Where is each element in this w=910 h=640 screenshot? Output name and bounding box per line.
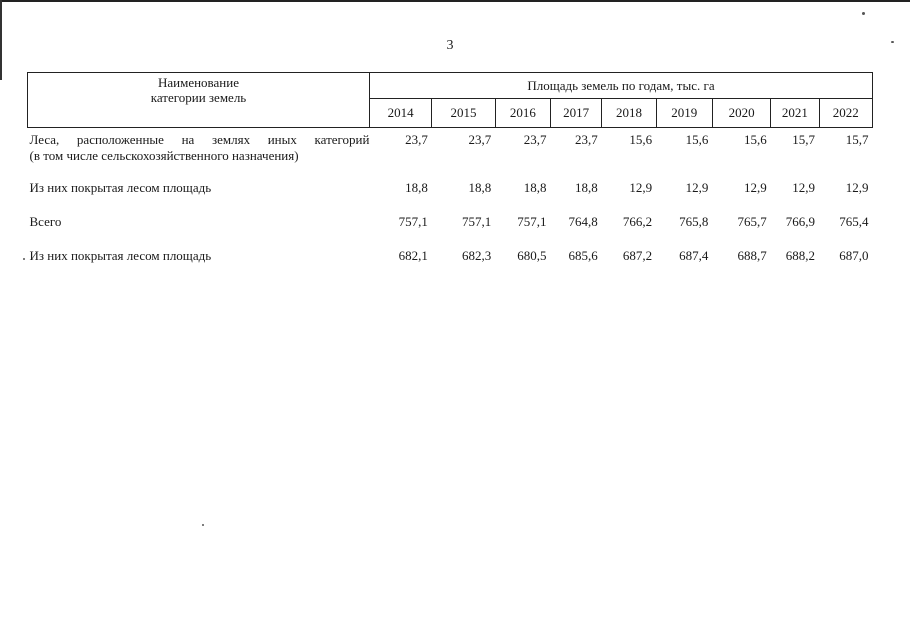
- header-year: 2018: [602, 99, 656, 128]
- table-cell: 15,7: [792, 132, 816, 147]
- row-label: Всего: [29, 214, 62, 229]
- table-row: [28, 176, 873, 210]
- table-cell: 682,1: [398, 248, 428, 263]
- scan-speck: [23, 258, 25, 260]
- table-cell: 12,9: [792, 180, 816, 195]
- table-cell: 687,2: [622, 248, 653, 263]
- table-cell: 18,8: [405, 180, 428, 195]
- page-number: 3: [446, 38, 454, 53]
- header-name-line1: Наименование: [157, 75, 239, 90]
- header-area-by-year: Площадь земель по годам, тыс. га: [369, 73, 872, 99]
- table-cell: 23,7: [523, 132, 547, 147]
- table-row: [28, 210, 873, 244]
- land-area-table: [27, 72, 873, 278]
- table-cell: 757,1: [517, 214, 547, 229]
- table-cell: 12,9: [744, 180, 767, 195]
- header-year: 2014: [369, 99, 431, 128]
- header-year: 2022: [819, 99, 872, 128]
- table-cell: 688,2: [785, 248, 816, 263]
- table-cell: 766,9: [785, 214, 816, 229]
- table-cell: 765,8: [679, 214, 709, 229]
- scan-speck: [891, 41, 894, 43]
- scan-edge-left: [0, 0, 2, 80]
- table-cell: 18,8: [523, 180, 547, 195]
- header-name-line2: категории земель: [150, 90, 247, 105]
- table-cell: 766,2: [622, 214, 653, 229]
- table-cell: 687,0: [839, 248, 869, 263]
- scan-speck: [862, 12, 865, 15]
- header-year: 2021: [771, 99, 819, 128]
- row-label: Из них покрытая лесом площадь: [29, 180, 212, 195]
- table-cell: 15,7: [845, 132, 869, 147]
- table-cell: 680,5: [517, 248, 547, 263]
- table-cell: 757,1: [461, 214, 492, 229]
- scan-speck: [202, 524, 204, 526]
- table-cell: 15,6: [744, 132, 767, 147]
- table-cell: 18,8: [575, 180, 598, 195]
- table-cell: 15,6: [629, 132, 653, 147]
- header-year: 2017: [551, 99, 602, 128]
- table-cell: 687,4: [679, 248, 709, 263]
- table-cell: 688,7: [737, 248, 767, 263]
- table-cell: 23,7: [405, 132, 428, 147]
- table-cell: 682,3: [461, 248, 492, 263]
- row-label-line2: (в том числе сельскохозяйственного назначения): [29, 148, 299, 163]
- table-cell: 757,1: [398, 214, 428, 229]
- table-cell: 23,7: [468, 132, 492, 147]
- scan-edge-top: [0, 0, 910, 2]
- table-cell: 12,9: [629, 180, 653, 195]
- table-cell: 765,7: [737, 214, 767, 229]
- header-year: 2016: [495, 99, 550, 128]
- row-label: Из них покрытая лесом площадь: [29, 248, 212, 263]
- table-cell: 23,7: [575, 132, 598, 147]
- header-category-name: [28, 73, 370, 128]
- table-row: [28, 244, 873, 278]
- table-row: [28, 128, 873, 177]
- table-cell: 764,8: [568, 214, 598, 229]
- table-cell: 18,8: [468, 180, 492, 195]
- table-cell: 12,9: [685, 180, 709, 195]
- table-cell: 765,4: [839, 214, 869, 229]
- table-cell: 12,9: [845, 180, 869, 195]
- table-cell: 685,6: [568, 248, 598, 263]
- header-year: 2019: [656, 99, 712, 128]
- row-label: [28, 128, 370, 177]
- header-year: 2015: [432, 99, 495, 128]
- table-cell: 15,6: [685, 132, 709, 147]
- header-year: 2020: [712, 99, 770, 128]
- row-label-line1: Леса, расположенные на землях иных категорий: [29, 132, 370, 147]
